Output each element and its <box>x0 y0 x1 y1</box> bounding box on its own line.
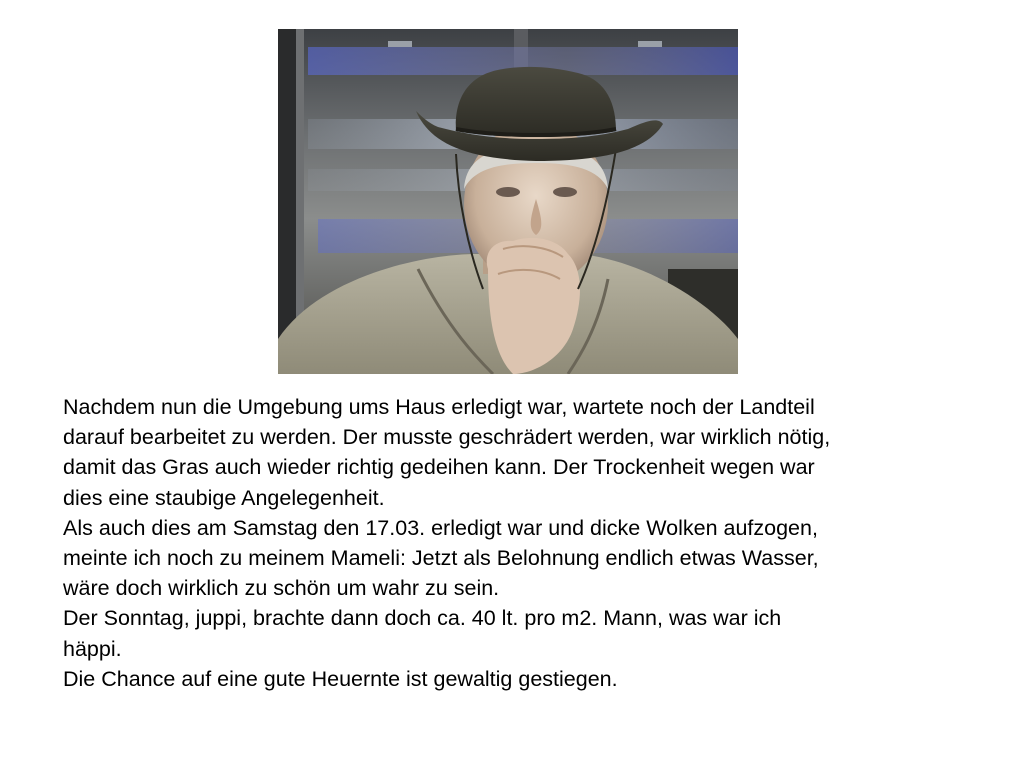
text-line: darauf bearbeitet zu werden. Der musste geschrädert werden, war wirklich nötig, <box>63 425 831 450</box>
text-line: Die Chance auf eine gute Heuernte ist gewaltig gestiegen. <box>63 666 618 691</box>
text-line: häppi. <box>63 636 122 661</box>
photo-illustration <box>278 29 738 374</box>
text-line: dies eine staubige Angelegenheit. <box>63 485 385 510</box>
text-line: Der Sonntag, juppi, brachte dann doch ca. 40 lt. pro m2. Mann, was war ich <box>63 606 782 631</box>
text-line: meinte ich noch zu meinem Mameli: Jetzt als Belohnung endlich etwas Wasser, <box>63 546 819 571</box>
man-in-cowboy-hat-photo <box>278 29 738 374</box>
text-line: Nachdem nun die Umgebung ums Haus erledigt war, wartete noch der Landteil <box>63 395 815 419</box>
body-text <box>63 392 993 694</box>
text-line: Als auch dies am Samstag den 17.03. erledigt war und dicke Wolken aufzogen, <box>63 515 818 540</box>
text-line: wäre doch wirklich zu schön um wahr zu sein. <box>63 576 500 601</box>
text-line: damit das Gras auch wieder richtig gedeihen kann. Der Trockenheit wegen war <box>63 455 815 480</box>
